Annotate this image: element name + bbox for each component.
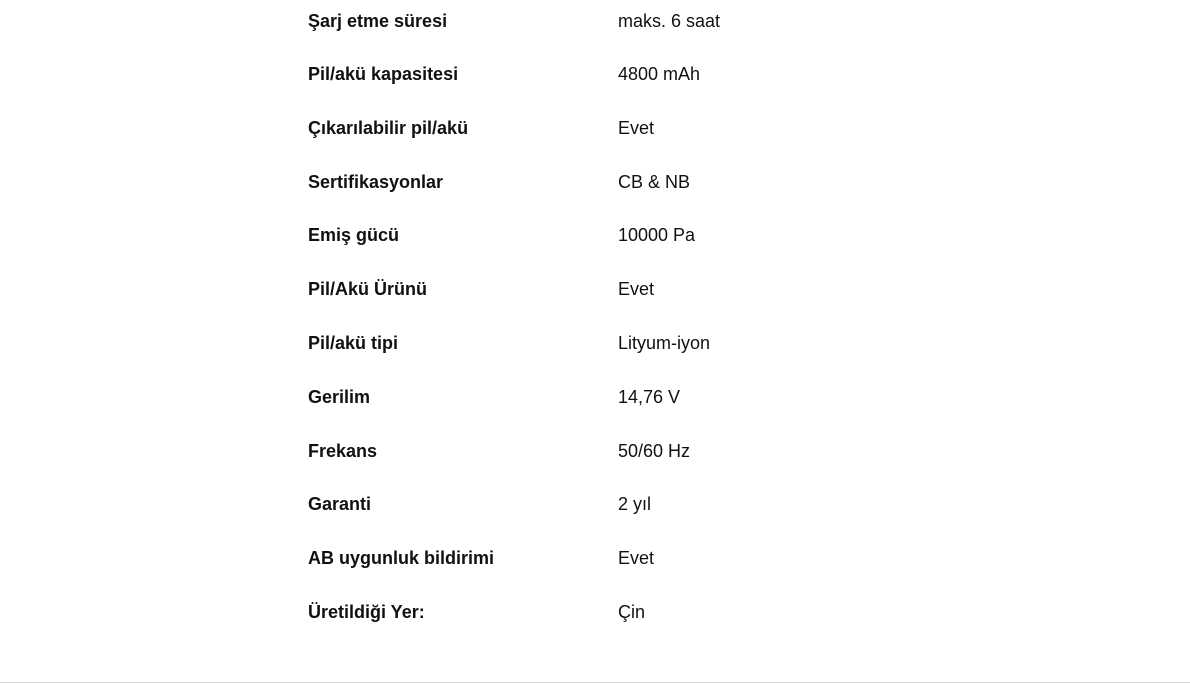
specifications-table: [308, 0, 908, 645]
spec-row-battery-type: [308, 322, 908, 376]
spec-value: Çin: [618, 601, 646, 622]
spec-label: AB uygunluk bildirimi: [308, 548, 495, 569]
spec-label: Gerilim: [308, 386, 371, 407]
spec-value: Evet: [618, 548, 655, 569]
spec-row-voltage: [308, 376, 908, 430]
spec-value: Evet: [618, 279, 655, 300]
spec-row-removable-battery: [308, 107, 908, 161]
spec-value: 10000 Pa: [618, 225, 696, 246]
spec-label: Şarj etme süresi: [308, 11, 448, 31]
spec-row-eu-declaration: [308, 537, 908, 591]
spec-label: Üretildiği Yer:: [308, 601, 425, 622]
spec-row-certifications: [308, 161, 908, 215]
spec-label: Sertifikasyonlar: [308, 171, 444, 192]
spec-row-frequency: [308, 430, 908, 484]
spec-row-battery-product: [308, 268, 908, 322]
spec-value: 50/60 Hz: [618, 440, 691, 461]
bottom-divider: [0, 682, 1190, 683]
spec-row-suction-power: [308, 214, 908, 268]
spec-value: CB & NB: [618, 171, 691, 192]
spec-value: 4800 mAh: [618, 64, 701, 84]
spec-label: Garanti: [308, 494, 372, 515]
spec-label: Emiş gücü: [308, 225, 400, 246]
spec-value: 14,76 V: [618, 386, 681, 407]
spec-label: Pil/akü tipi: [308, 332, 399, 353]
spec-value: Evet: [618, 117, 655, 138]
spec-label: Pil/Akü Ürünü: [308, 279, 428, 300]
spec-row-charging-time: [308, 0, 908, 53]
spec-label: Frekans: [308, 440, 378, 461]
spec-row-made-in: [308, 591, 908, 645]
spec-label: Pil/akü kapasitesi: [308, 64, 459, 84]
spec-value: maks. 6 saat: [618, 11, 721, 31]
spec-label: Çıkarılabilir pil/akü: [308, 117, 469, 138]
spec-value: 2 yıl: [618, 494, 652, 515]
spec-row-battery-capacity: [308, 53, 908, 107]
spec-value: Lityum-iyon: [618, 332, 711, 353]
spec-row-warranty: [308, 483, 908, 537]
